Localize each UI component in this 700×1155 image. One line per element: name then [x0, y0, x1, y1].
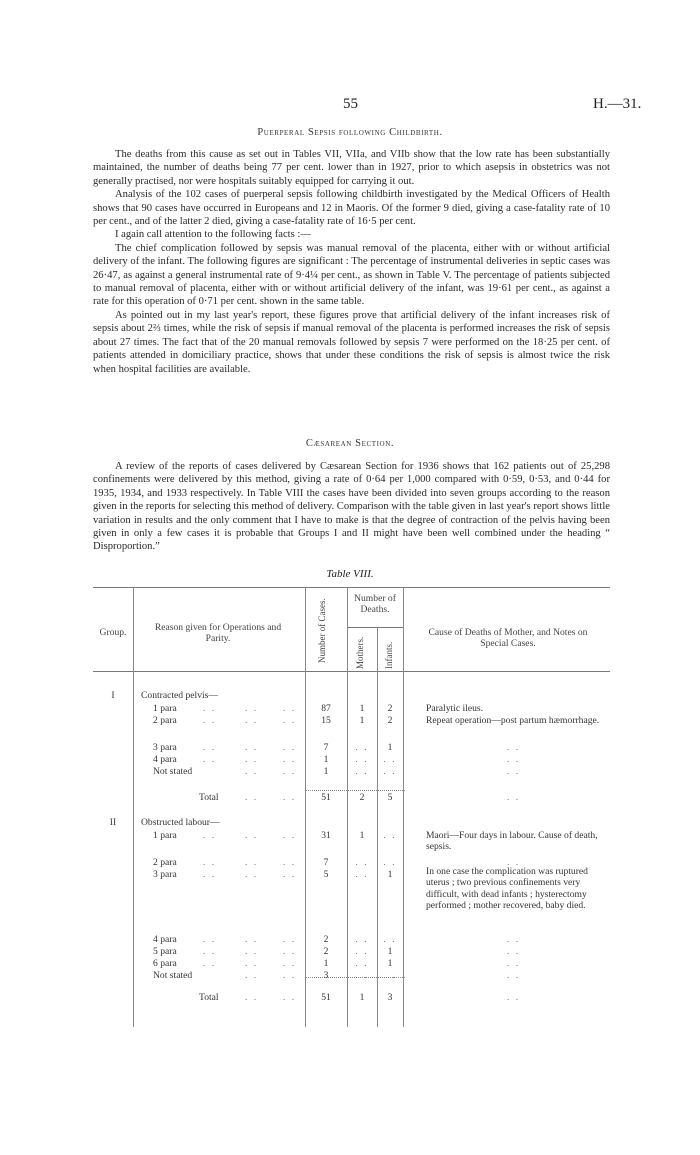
table-viii: [93, 587, 610, 1027]
page-number: 55: [343, 96, 358, 112]
section-body-puerperal-sepsis: [93, 148, 610, 376]
cases-value: 7: [323, 742, 329, 753]
cases-value: 1: [323, 958, 329, 969]
header-number-of-deaths: Number of Deaths.: [354, 593, 396, 615]
note-text: . .: [507, 934, 521, 945]
leader-dots: . .: [245, 715, 259, 726]
note-text: . .: [507, 946, 521, 957]
total-rule-group-1: [305, 790, 405, 791]
leader-dots: . .: [203, 946, 217, 957]
leader-dots: . .: [245, 703, 259, 714]
note-text: . .: [507, 970, 521, 981]
mothers-value: 1: [359, 830, 365, 841]
leader-dots: . .: [245, 792, 259, 803]
note-text: In one case the complication was ruptured uterus ; two previous confinements very difficult, with dead infants ; hysterectomy performed ; mother recovered, baby died.: [426, 866, 588, 912]
leader-dots: . .: [283, 742, 297, 753]
leader-dots: . .: [283, 766, 297, 777]
note-text: . .: [507, 992, 521, 1003]
total-infants: 3: [387, 992, 393, 1003]
section-title-puerperal-sepsis: Puerperal Sepsis following Childbirth.: [257, 127, 443, 138]
leader-dots: . .: [283, 992, 297, 1003]
infants-value: . .: [383, 754, 397, 765]
leader-dots: . .: [203, 742, 217, 753]
header-mothers: Mothers.: [355, 636, 365, 669]
leader-dots: . .: [245, 970, 259, 981]
parity-label: 1 para: [153, 830, 177, 841]
paragraph: I again call attention to the following facts :—: [115, 229, 311, 241]
paragraph: A review of the reports of cases delivered by Cæsarean Section for 1936 shows that 162 patients out of 25,298 confinements were delivered by this method, giving a rate of 0·64 per 1,000 compared with 0·59, 0·53, and 0·44 for 1935, 1934, and 1933 respectively. In Table VIII the cases have been divided into seven groups according to the reason given in the reports for selecting this method of delivery. Comparison with the table given in last year's report shows little variation in results and the only comment that I have to make is that the degree of contraction of the pelvis having been given in only a few cases it is probable that Groups I and II might have been well combined under the heading “ Disproportion.”: [93, 461, 610, 553]
parity-label: 2 para: [153, 857, 177, 868]
total-cases: 51: [321, 992, 331, 1003]
leader-dots: . .: [203, 830, 217, 841]
parity-label: Not stated: [153, 970, 193, 981]
leader-dots: . .: [283, 869, 297, 880]
note-text: . .: [507, 754, 521, 765]
leader-dots: . .: [203, 869, 217, 880]
page-header: [0, 96, 700, 116]
total-label: Total: [199, 792, 219, 803]
leader-dots: . .: [203, 934, 217, 945]
leader-dots: . .: [283, 946, 297, 957]
infants-value: . .: [383, 830, 397, 841]
leader-dots: . .: [203, 857, 217, 868]
total-infants: 5: [387, 792, 393, 803]
total-label: Total: [199, 992, 219, 1003]
leader-dots: . .: [283, 754, 297, 765]
leader-dots: . .: [283, 934, 297, 945]
parity-label: 3 para: [153, 742, 177, 753]
cases-value: 1: [323, 766, 329, 777]
leader-dots: . .: [283, 958, 297, 969]
mothers-value: . .: [355, 754, 369, 765]
cases-value: 1: [323, 754, 329, 765]
paragraph: The deaths from this cause as set out in Tables VII, VIIa, and VIIb show that the low rate has been substantially maintained, the number of deaths being 77 per cent. lower than in 1927, prior to which asepsis in obstetrics was not generally practised, nor were hospitals suitably equipped for carrying it out.: [93, 149, 610, 187]
table-header-rule: [93, 671, 610, 672]
mothers-value: 1: [359, 703, 365, 714]
leader-dots: . .: [245, 754, 259, 765]
header-group: Group.: [99, 627, 127, 638]
leader-dots: . .: [283, 715, 297, 726]
cases-value: 31: [321, 830, 331, 841]
mothers-value: . .: [355, 934, 369, 945]
group-label: II: [109, 817, 117, 828]
mothers-value: . .: [355, 869, 369, 880]
note-text: . .: [507, 792, 521, 803]
group-reason: Obstructed labour—: [141, 817, 220, 828]
deaths-subheader-rule: [347, 627, 403, 628]
section-body-caesarean-section: [93, 460, 610, 554]
mothers-value: . .: [355, 946, 369, 957]
leader-dots: . .: [245, 934, 259, 945]
mothers-value: . .: [355, 742, 369, 753]
parity-label: Not stated: [153, 766, 193, 777]
leader-dots: . .: [203, 715, 217, 726]
infants-value: 1: [387, 869, 393, 880]
parity-label: 4 para: [153, 754, 177, 765]
leader-dots: . .: [283, 857, 297, 868]
infants-value: 1: [387, 946, 393, 957]
mothers-value: 1: [359, 715, 365, 726]
cases-value: 3: [323, 970, 329, 981]
document-reference: H.—31.: [593, 96, 642, 112]
header-number-of-cases: Number of Cases.: [317, 598, 327, 664]
leader-dots: . .: [203, 703, 217, 714]
infants-value: 2: [387, 715, 393, 726]
leader-dots: . .: [283, 792, 297, 803]
mothers-value: . .: [355, 970, 369, 981]
cases-value: 7: [323, 857, 329, 868]
paragraph: As pointed out in my last year's report, these figures prove that artificial delivery of the infant increases risk of sepsis about 2⅔ times, while the risk of sepsis if manual removal of the placenta is performed increases the risk of sepsis about 27 times. The fact that of the 20 manual removals followed by sepsis 7 were performed on the 18·25 per cent. of patients attended in domiciliary practice, shows that under these conditions the risk of sepsis is almost twice the risk when hospital facilities are available.: [93, 309, 610, 375]
group-label: I: [111, 690, 115, 701]
leader-dots: . .: [245, 946, 259, 957]
infants-value: . .: [383, 766, 397, 777]
header-reason: Reason given for Operations and Parity.: [154, 622, 282, 644]
leader-dots: . .: [245, 742, 259, 753]
paragraph: Analysis of the 102 cases of puerperal sepsis following childbirth investigated by the Medical Officers of Health shows that 90 cases have occurred in Europeans and 12 in Maoris. Of the former 9 died, giving a case-fatality rate of 10 per cent., and of the latter 2 died, giving a case-fatality rate of 16·5 per cent.: [93, 189, 610, 228]
column-rule: [133, 587, 134, 1027]
cases-value: 2: [323, 934, 329, 945]
cases-value: 5: [323, 869, 329, 880]
cases-value: 15: [321, 715, 331, 726]
note-text: . .: [507, 742, 521, 753]
column-rule: [305, 587, 306, 1027]
parity-label: 3 para: [153, 869, 177, 880]
note-text: Repeat operation—post partum hæmorrhage.: [426, 715, 600, 726]
leader-dots: . .: [245, 857, 259, 868]
infants-value: 1: [387, 742, 393, 753]
leader-dots: . .: [245, 830, 259, 841]
parity-label: 6 para: [153, 958, 177, 969]
parity-label: 2 para: [153, 715, 177, 726]
infants-value: 1: [387, 958, 393, 969]
parity-label: 4 para: [153, 934, 177, 945]
total-mothers: 2: [359, 792, 365, 803]
table-top-rule: [93, 587, 610, 588]
cases-value: 87: [321, 703, 331, 714]
total-mothers: 1: [359, 992, 365, 1003]
infants-value: . .: [383, 857, 397, 868]
leader-dots: . .: [245, 869, 259, 880]
leader-dots: . .: [245, 958, 259, 969]
leader-dots: . .: [245, 766, 259, 777]
mothers-value: . .: [355, 857, 369, 868]
leader-dots: . .: [283, 970, 297, 981]
infants-value: 2: [387, 703, 393, 714]
parity-label: 5 para: [153, 946, 177, 957]
note-text: . .: [507, 766, 521, 777]
table-title: Table VIII.: [326, 568, 374, 580]
parity-label: 1 para: [153, 703, 177, 714]
cases-value: 2: [323, 946, 329, 957]
paragraph: The chief complication followed by sepsis was manual removal of the placenta, either with or without artificial delivery of the infant. The following figures are significant : The percentage of instrumental deliveries in septic cases was 26·47, as against a general instrumental rate of 9·4¼ per cent., as shown in Table V. The percentage of patients subjected to manual removal of placenta, either with or without artificial delivery of the infant, was 19·61 per cent., as against a rate for this operation of 0·71 per cent. shown in the same table.: [93, 242, 610, 308]
infants-value: . .: [383, 970, 397, 981]
leader-dots: . .: [203, 754, 217, 765]
leader-dots: . .: [283, 703, 297, 714]
group-reason: Contracted pelvis—: [141, 690, 218, 701]
leader-dots: . .: [203, 958, 217, 969]
leader-dots: . .: [245, 992, 259, 1003]
note-text: . .: [507, 857, 521, 868]
leader-dots: . .: [283, 830, 297, 841]
note-text: Paralytic ileus.: [426, 703, 484, 714]
note-text: Maori—Four days in labour. Cause of death, sepsis.: [426, 830, 598, 853]
note-text: . .: [507, 958, 521, 969]
total-cases: 51: [321, 792, 331, 803]
section-title-caesarean-section: Cæsarean Section.: [305, 438, 395, 449]
header-notes: Cause of Deaths of Mother, and Notes on Special Cases.: [428, 627, 588, 649]
infants-value: . .: [383, 934, 397, 945]
mothers-value: . .: [355, 766, 369, 777]
mothers-value: . .: [355, 958, 369, 969]
header-infants: Infants.: [384, 641, 394, 669]
